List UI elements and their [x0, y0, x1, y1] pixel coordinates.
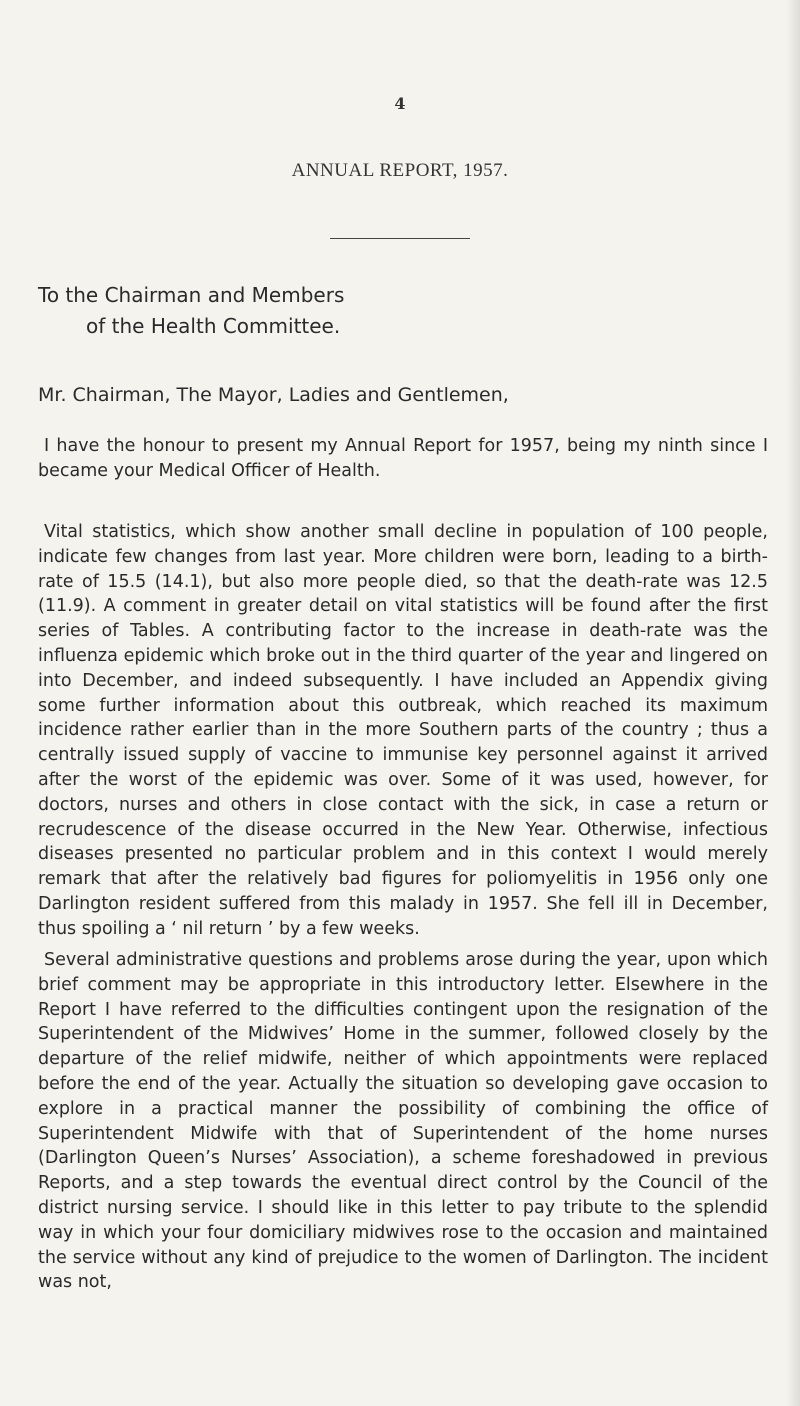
paragraph-vital-statistics: Vital statistics, which show another small decline in population of 100 people, indicate few changes from last year. More children were born, leading to a birth-rate of 15.5 (14.1), but also more people died, so that the death-rate was 12.5 (11.9). A comment in greater detail on vital statistics will be found after the first series of Tables. A contributing factor to the increase in death-rate was the influenza epidemic which broke out in the third quarter of the year and lingered on into December, and indeed subsequently. I have included an Appendix giving some further information about this outbreak, which reached its maximum incidence rather earlier than in the more Southern parts of the country ; thus a centrally issued supply of vaccine to immunise key personnel against it arrived after the worst of the epidemic was over. Some of it was used, however, for doctors, nurses and others in close contact with the sick, in case a return or recrudescence of the disease occurred in the New Year. Otherwise, infectious diseases presented no particular problem and in this context I would merely remark that after the relatively bad figures for poliomyelitis in 1956 only one Darlington resident suffered from this malady in 1957. She fell ill in December, thus spoiling a ‘ nil return ’ by a few weeks. — [38, 522, 768, 939]
paragraph-administrative: Several administrative questions and problems arose during the year, upon which brief comment may be appropriate in this introductory letter. Elsewhere in the Report I have referred to the difficulties contingent upon the resignation of the Superintendent of the Midwives’ Home in the summer, followed closely by the departure of the relief midwife, neither of which appointments were replaced before the end of the year. Actually the situation so developing gave occasion to explore in a practical manner the possibility of combining the office of Superintendent Midwife with that of Superintendent of the home nurses (Darlington Queen’s Nurses’ Association), a scheme foreshadowed in previous Reports, and a step towards the eventual direct control by the Council of the district nursing service. I should like in this letter to pay tribute to the splendid way in which your four domiciliary midwives rose to the occasion and maintained the service without any kind of prejudice to the women of Darlington. The incident was not, — [38, 950, 768, 1293]
title-divider — [330, 238, 470, 239]
address-block — [38, 280, 344, 342]
report-title: ANNUAL REPORT, 1957. — [291, 160, 509, 181]
paragraph-intro: I have the honour to present my Annual Report for 1957, being my ninth since I became your Medical Officer of Health. — [38, 436, 768, 481]
page-number: 4 — [394, 94, 406, 113]
address-line-1: To the Chairman and Members — [38, 283, 345, 307]
address-line-2: of the Health Committee. — [86, 314, 341, 338]
page-edge-shadow — [786, 0, 800, 1406]
greeting: Mr. Chairman, The Mayor, Ladies and Gentlemen, — [38, 384, 509, 406]
